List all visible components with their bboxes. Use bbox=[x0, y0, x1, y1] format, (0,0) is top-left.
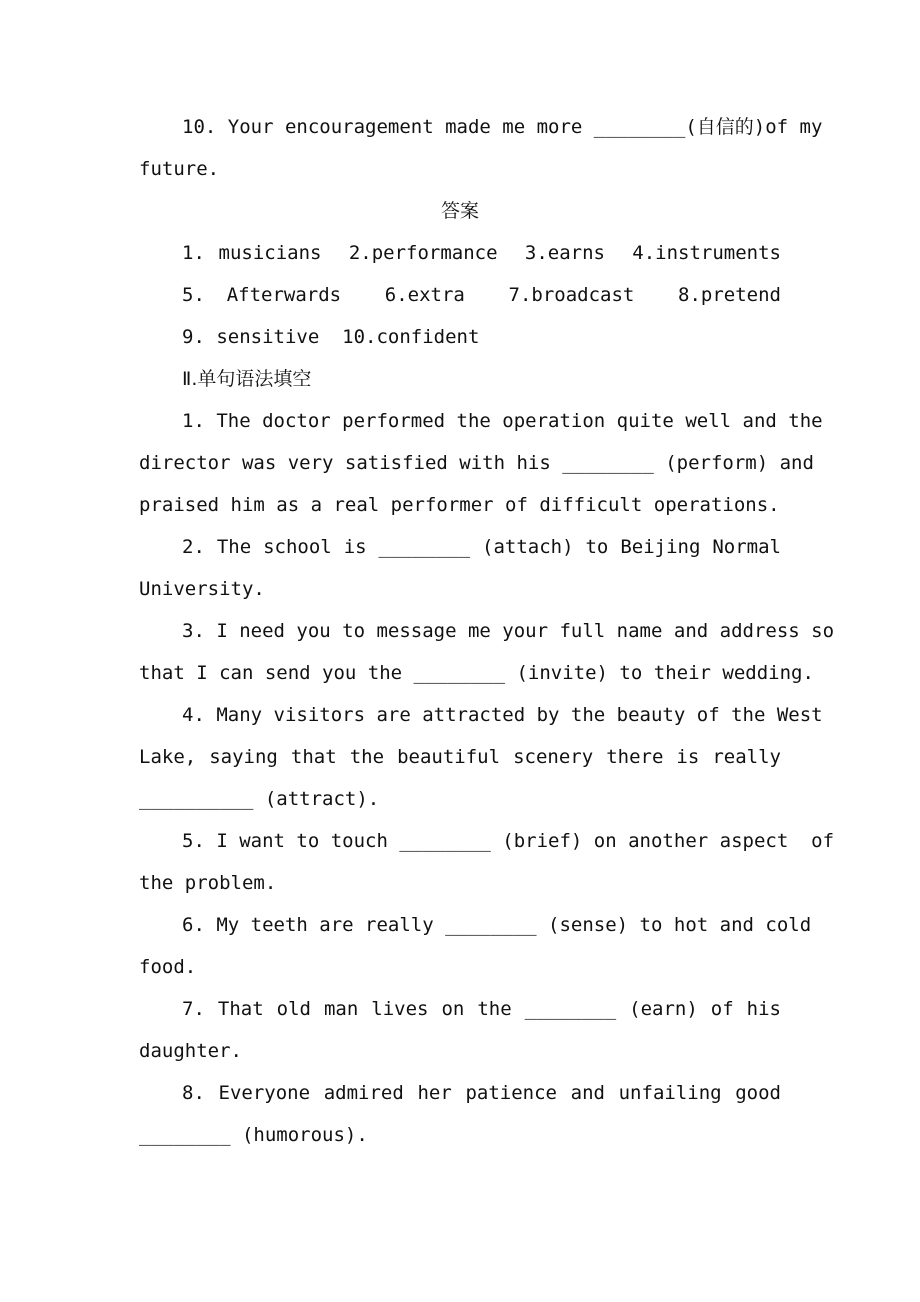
question-2-line-1: 2. The school is ________ (attach) to Beijing Normal bbox=[182, 536, 781, 558]
question-2-line-2: University. bbox=[139, 578, 265, 600]
answers-row-2: 5. Afterwards 6.extra 7.broadcast 8.pretend bbox=[182, 284, 781, 306]
question-3-line-2: that I can send you the ________ (invite) to their wedding. bbox=[139, 662, 814, 684]
question-1-line-1: 1. The doctor performed the operation quite well and the bbox=[182, 410, 823, 432]
question-1-line-3: praised him as a real performer of difficult operations. bbox=[139, 494, 780, 516]
question-3-line-1: 3. I need you to message me your full name and address so bbox=[182, 620, 835, 642]
question-8-line-2: ________ (humorous). bbox=[139, 1124, 368, 1146]
question-6-line-2: food. bbox=[139, 956, 197, 978]
question-10-line-1: 10. Your encouragement made me more ________(自信的)of my bbox=[182, 116, 823, 138]
answers-row-3: 9. sensitive 10.confident bbox=[182, 326, 480, 348]
question-7-line-1: 7. That old man lives on the ________ (earn) of his bbox=[182, 998, 781, 1020]
question-4-line-2: Lake, saying that the beautiful scenery there is really bbox=[139, 746, 781, 768]
question-8-line-1: 8. Everyone admired her patience and unfailing good bbox=[182, 1082, 781, 1104]
question-4-line-3: __________ (attract). bbox=[139, 788, 380, 810]
question-6-line-1: 6. My teeth are really ________ (sense) to hot and cold bbox=[182, 914, 812, 936]
question-10-line-2: future. bbox=[139, 158, 220, 180]
question-4-line-1: 4. Many visitors are attracted by the beauty of the West bbox=[182, 704, 823, 726]
answers-row-1: 1. musicians 2.performance 3.earns 4.instruments bbox=[182, 242, 781, 264]
section-2-heading: Ⅱ.单句语法填空 bbox=[182, 368, 312, 390]
question-7-line-2: daughter. bbox=[139, 1040, 242, 1062]
question-5-line-1: 5. I want to touch ________ (brief) on another aspect of bbox=[182, 830, 835, 852]
answers-heading: 答案 bbox=[440, 200, 479, 222]
question-1-line-2: director was very satisfied with his ________ (perform) and bbox=[139, 452, 814, 474]
question-5-line-2: the problem. bbox=[139, 872, 277, 894]
